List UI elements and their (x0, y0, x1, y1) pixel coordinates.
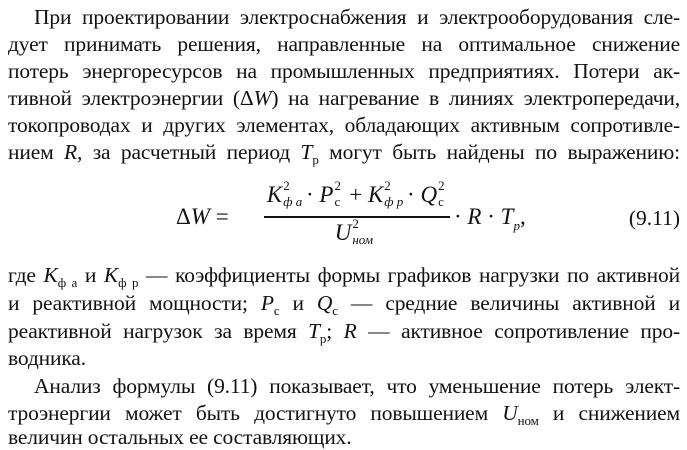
subscript: ф р (384, 194, 404, 209)
text-run: троэнергии может быть достигнуто повышением (8, 401, 503, 425)
plus-sign: + (343, 182, 368, 207)
text-run: реактивной нагрузок за время (8, 319, 309, 343)
text-run: — средние величины активной и (337, 291, 680, 315)
text-run: нием (8, 140, 65, 164)
text-run: где (8, 263, 44, 287)
formula-lhs (176, 204, 229, 230)
equals-sign: = (209, 204, 229, 229)
paragraph-1-line-2 (8, 31, 680, 57)
variable-w: W (253, 86, 272, 110)
paragraph-2-line-1 (8, 262, 680, 288)
variable-r: R (64, 140, 78, 164)
sub-sup-pair (437, 178, 447, 209)
paragraph-1-line-6 (8, 139, 680, 165)
variable-t: T (500, 204, 514, 229)
dot-operator: · (401, 182, 421, 207)
formula-rhs (454, 204, 526, 233)
subscript: р (513, 218, 520, 233)
subscript: ф а (283, 194, 303, 209)
paragraph-2-line-4 (8, 345, 86, 371)
delta-symbol: Δ (176, 204, 191, 229)
paragraph-1-line-1 (34, 4, 680, 30)
sub-sup-pair (351, 216, 379, 247)
text-run: ) на нагревание в линиях электропередачи, (271, 86, 680, 110)
text-run: Анализ формулы (9.11) показывает, что уменьшение потерь элект- (34, 374, 680, 398)
text-run: токопроводах и других элементах, обладающих активным сопротивле- (8, 113, 680, 137)
comma: , (519, 204, 526, 229)
paragraph-1-line-5 (8, 112, 680, 138)
fraction-numerator (262, 178, 452, 209)
paragraph-3-line-2 (8, 400, 680, 426)
variable-q: Q (420, 182, 438, 207)
subscript: с (438, 194, 444, 209)
text-run: При проектировании электроснабжения и электрооборудования сле- (34, 5, 680, 29)
variable-r: R (343, 319, 357, 343)
variable-k: K (367, 182, 384, 207)
variable-r: R (467, 204, 482, 229)
text-run: могут быть найдены по выражению: (318, 140, 680, 164)
paragraph-1-line-3 (8, 58, 680, 84)
variable-k: K (43, 263, 58, 287)
text-run: величин остальных ее составляющих. (8, 425, 352, 449)
dot-operator: · (454, 204, 468, 229)
superscript: 2 (334, 178, 341, 193)
variable-k: K (266, 182, 283, 207)
sub-sup-pair (383, 178, 404, 209)
sub-sup-pair (333, 178, 343, 209)
paragraph-3-line-1 (34, 373, 680, 399)
text-run: дует принимать решения, направленные на оптимальное снижение (8, 32, 680, 56)
paragraph-2-line-3 (8, 318, 680, 344)
superscript: 2 (438, 178, 445, 193)
subscript: с (332, 303, 338, 318)
dot-operator: · (481, 204, 501, 229)
variable-u: U (502, 401, 518, 425)
variable-q: Q (316, 291, 333, 315)
variable-w: W (190, 204, 210, 229)
subscript: с (273, 303, 280, 318)
dot-operator: · (300, 182, 320, 207)
paragraph-1-line-4 (8, 85, 680, 111)
variable-p: P (260, 291, 274, 315)
equation-number: (9.11) (628, 206, 680, 230)
subscript: р (312, 152, 319, 167)
superscript: 2 (352, 216, 359, 231)
text-run: ; (326, 319, 344, 343)
text-run: и снижением (538, 401, 680, 425)
variable-p: P (319, 182, 334, 207)
variable-t: T (300, 140, 313, 164)
subscript: ф р (118, 275, 139, 290)
paragraph-3-line-3 (8, 424, 352, 450)
subscript: ном (352, 232, 374, 247)
text-run: — активное сопротивление про- (356, 319, 680, 343)
text-run: , за расчетный период (77, 140, 301, 164)
superscript: 2 (283, 178, 290, 193)
subscript: р (319, 331, 327, 346)
variable-u: U (334, 220, 352, 245)
subscript: с (334, 194, 341, 209)
text-run: потерь энергоресурсов на промышленных предприятиях. Потери ак- (8, 59, 680, 83)
text-run: тивной электроэнергии (Δ (8, 86, 254, 110)
text-run: водника. (8, 346, 86, 370)
fraction-denominator (262, 216, 452, 247)
sub-sup-pair (282, 178, 303, 209)
variable-k: K (103, 263, 119, 287)
variable-t: T (308, 319, 320, 343)
text-run: и (77, 263, 104, 287)
formula-9-11 (8, 176, 680, 256)
text-run: и реактивной мощности; (8, 291, 261, 315)
text-run: — коэффициенты формы графиков нагрузки по активной (138, 263, 680, 287)
subscript: ф а (57, 275, 78, 290)
text-run: и (279, 291, 317, 315)
paragraph-2-line-2 (8, 290, 680, 316)
superscript: 2 (384, 178, 391, 193)
subscript: ном (517, 413, 539, 428)
